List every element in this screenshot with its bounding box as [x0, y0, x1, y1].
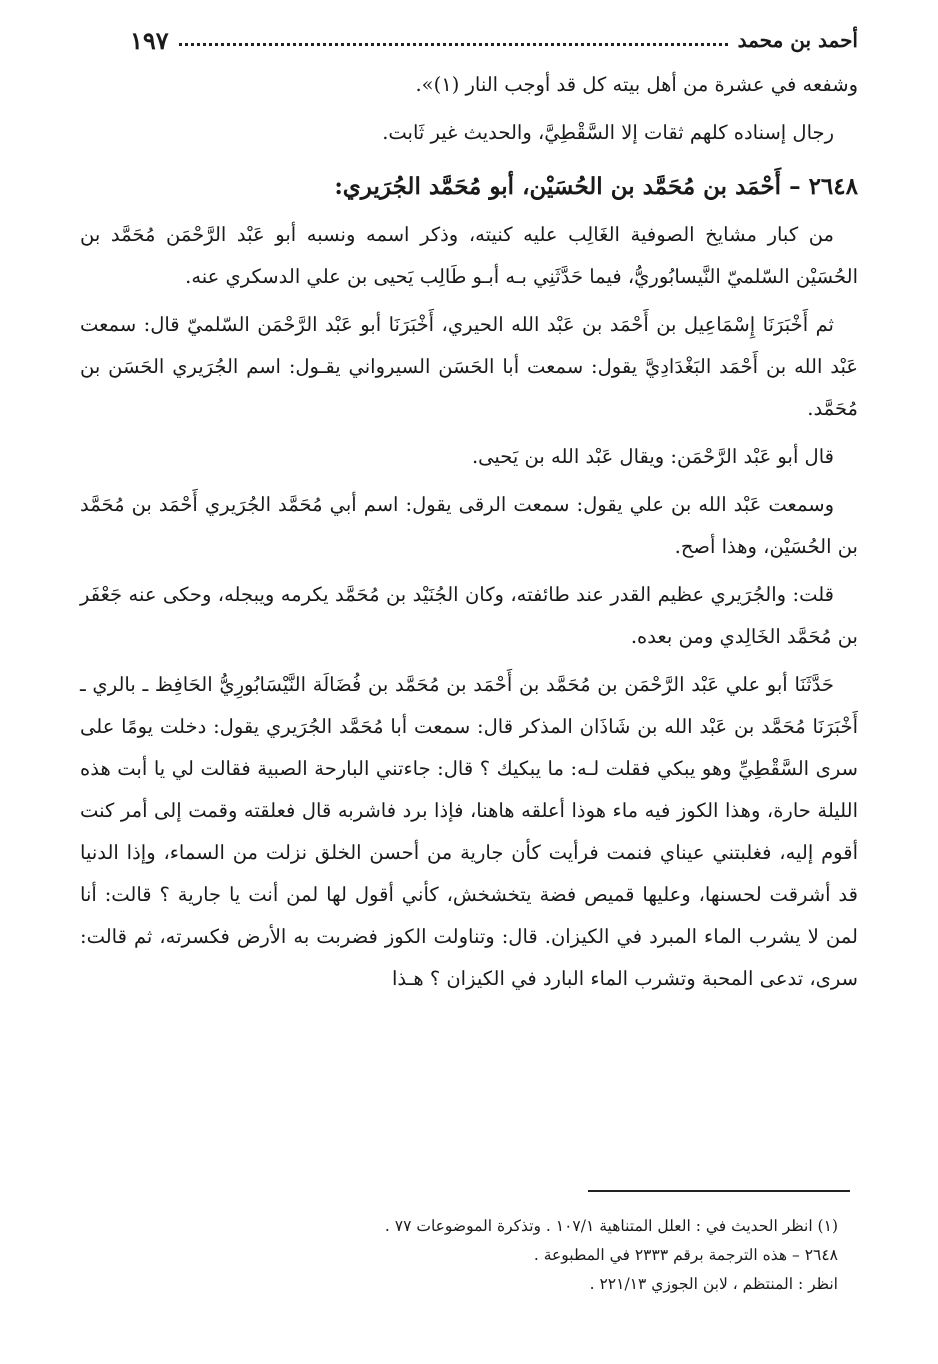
footnote: (١) انظر الحديث في : العلل المتناهية ١٠٧/١ . وتذكرة الموضوعات ٧٧ .	[384, 1217, 838, 1235]
isnad-note: رجال إسناده كلهم ثقات إلا السَّقْطِيَّ، والحديث غير ثَابت.	[382, 121, 834, 144]
entry-paragraph: وسمعت عَبْد الله بن علي يقول: سمعت الرقى يقول: اسم أبي مُحَمَّد الجُرَيري أَحْمَد بن مُحَمَّد بن الحُسَيْن، وهذا أصح.	[80, 493, 858, 558]
main-text	[80, 64, 858, 1006]
continued-text-line: وشفعه في عشرة من أهل بيته كل قد أوجب النار (١)».	[415, 73, 858, 96]
entry-paragraph: من كبار مشايخ الصوفية الغَالِب عليه كنيته، وذكر اسمه ونسبه أبو عَبْد الرَّحْمَن مُحَمَّد بن الحُسَيْن السّلميّ النَّيسابُوريُّ، فيما حَدَّثَنِي بـه أبـو طَالِب يَحيى بن علي الدسكري عنه.	[80, 223, 858, 288]
entry-paragraph: حَدَّثَنَا أبو علي عَبْد الرَّحْمَن بن مُحَمَّد بن أَحْمَد بن مُحَمَّد بن فُضَالَة النَّيْسَابُورِيُّ الحَافِظ ـ بالري ـ أَخْبَرَنَا مُحَمَّد بن عَبْد الله بن شَاذَان المذكر قال: سمعت أبا مُحَمَّد الجُرَيري يقول: دخلت يومًا على سرى السَّقْطِيِّ وهو يبكي فقلت لـه: ما يبكيك ؟ قال: جاءتني البارحة الصبية فقالت لي يا أبت هذه الليلة حارة، وهذا الكوز فيه ماء هوذا أعلقه هاهنا، فإذا برد فاشربه قال فعلقته وقمت إلى أمر كنت أقوم إليه، فغلبتني عيناي فنمت فرأيت كأن جارية من أحسن الخلق نزلت من السماء، وإذا الدنيا قد أشرقت لحسنها، وعليها قميص فضة يتخشخش، كأني أقول لها لمن أنت يا جارية ؟ قالت: أنا لمن لا يشرب الماء المبرد في الكيزان. قال: وتناولت الكوز فضربت به الأرض فكسرته، ثم قالت: سرى، تدعى المحبة وتشرب الماء البارد في الكيزان ؟ هـذا	[80, 673, 858, 990]
footnote: ٢٦٤٨ – هذه الترجمة برقم ٢٣٣٣ في المطبوعة .	[533, 1246, 838, 1264]
entry-paragraph: ثم أَخْبَرَنَا إِسْمَاعِيل بن أَحْمَد بن عَبْد الله الحيري، أَخْبَرَنَا أبو عَبْد الرَّحْمَن السّلميّ قال: سمعت عَبْد الله بن أَحْمَد البَغْدَادِيَّ يقول: سمعت أبا الحَسَن السيرواني يقـول: اسم الجُرَيري الحَسَن بن مُحَمَّد.	[80, 313, 858, 420]
page-number: ١٩٧	[130, 25, 169, 55]
footnote-separator	[588, 1190, 850, 1192]
dotted-leader	[179, 43, 728, 46]
footnote: انظر : المنتظم ، لابن الجوزي ٢٢١/١٣ .	[589, 1275, 838, 1293]
entry-heading: ٢٦٤٨ – أَحْمَد بن مُحَمَّد بن الحُسَيْن، أبو مُحَمَّد الجُرَيري:	[334, 173, 858, 200]
running-header	[130, 22, 858, 58]
running-title: أحمد بن محمد	[737, 28, 858, 52]
footnotes	[80, 1212, 858, 1299]
entry-paragraph: قال أبو عَبْد الرَّحْمَن: ويقال عَبْد الله بن يَحيى.	[471, 445, 834, 468]
entry-paragraph: قلت: والجُرَيري عظيم القدر عند طائفته، وكان الجُنَيْد بن مُحَمَّد يكرمه ويبجله، وحكى عنه جَعْفَر بن مُحَمَّد الخَالِدي ومن بعده.	[80, 583, 858, 648]
